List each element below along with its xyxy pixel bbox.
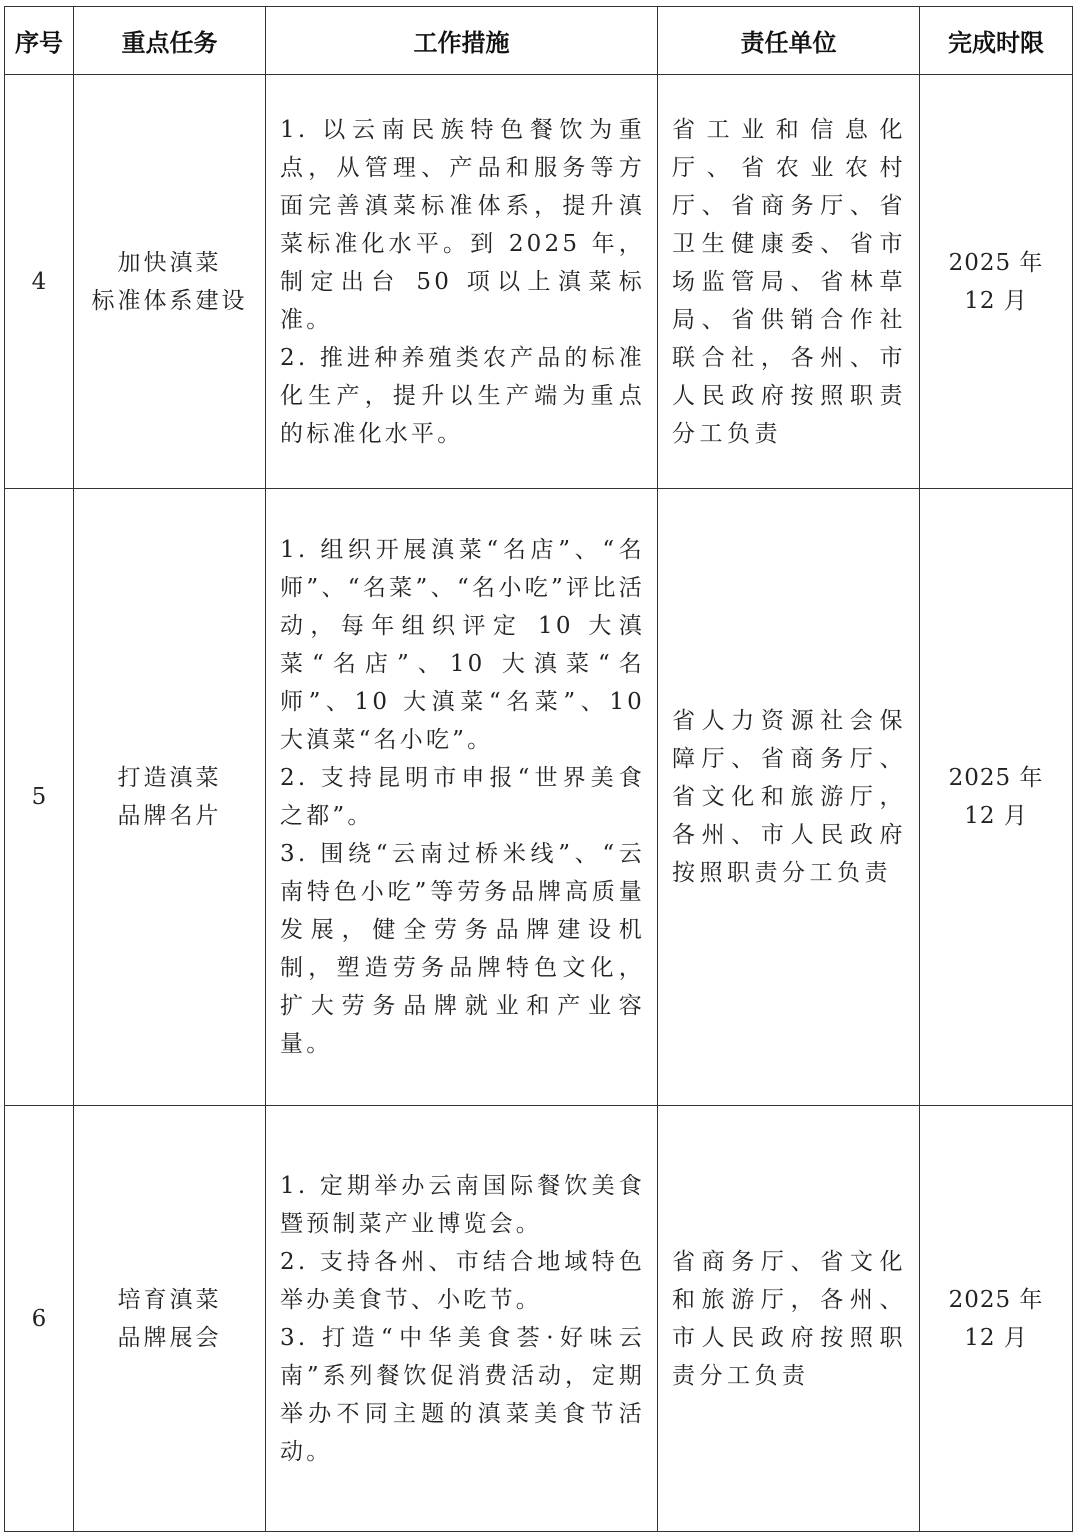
measure-item: 2. 推进种养殖类农产品的标准化生产，提升以生产端为重点的标准化水平。: [280, 344, 645, 447]
header-task: 重点任务: [74, 7, 266, 75]
table-row: [5, 489, 1073, 1106]
table-row: [5, 75, 1073, 489]
unit-cell: [658, 489, 920, 1106]
task-line: 培育滇菜: [117, 1286, 222, 1313]
task-cell: [74, 489, 266, 1106]
deadline-year: 2025 年: [948, 249, 1044, 276]
table-row: [5, 1106, 1073, 1532]
unit-text: 省商务厅、省文化和旅游厅，各州、市人民政府按照职责分工负责: [672, 1248, 907, 1389]
row-number: 4: [5, 75, 74, 489]
deadline-month: 12 月: [964, 287, 1028, 314]
header-unit: 责任单位: [658, 7, 920, 75]
unit-text: 省工业和信息化厅、省农业农村厅、省商务厅、省卫生健康委、省市场监管局、省林草局、省供销合作社联合社，各州、市人民政府按照职责分工负责: [672, 116, 907, 447]
measure-item: 1. 定期举办云南国际餐饮美食暨预制菜产业博览会。: [280, 1172, 645, 1237]
unit-cell: [658, 75, 920, 489]
measure-item: 2. 支持各州、市结合地域特色举办美食节、小吃节。: [280, 1248, 645, 1313]
task-line: 标准体系建设: [91, 287, 248, 314]
measures-cell: [266, 489, 658, 1106]
deadline-month: 12 月: [964, 1324, 1028, 1351]
measures-cell: [266, 1106, 658, 1532]
unit-cell: [658, 1106, 920, 1532]
task-line: 打造滇菜: [117, 765, 222, 791]
measures-cell: [266, 75, 658, 489]
measure-item: 1. 以云南民族特色餐饮为重点，从管理、产品和服务等方面完善滇菜标准体系，提升滇菜标准化水平。到 2025 年，制定出台 50 项以上滇菜标准。: [280, 116, 645, 333]
task-cell: [74, 1106, 266, 1532]
row-number: 5: [5, 489, 74, 1106]
task-line: 加快滇菜: [117, 249, 222, 276]
measure-item: 2. 支持昆明市申报“世界美食之都”。: [280, 765, 645, 829]
header-no: 序号: [5, 7, 74, 75]
measure-item: 3. 围绕“云南过桥米线”、“云南特色小吃”等劳务品牌高质量发展，健全劳务品牌建设机制，塑造劳务品牌特色文化，扩大劳务品牌就业和产业容量。: [280, 841, 645, 1057]
deadline-year: 2025 年: [948, 765, 1044, 791]
row-number: 6: [5, 1106, 74, 1532]
measure-item: 3. 打造“中华美食荟·好味云南”系列餐饮促消费活动，定期举办不同主题的滇菜美食节活动。: [280, 1324, 645, 1465]
header-deadline: 完成时限: [920, 7, 1073, 75]
deadline-cell: [920, 489, 1073, 1106]
task-line: 品牌展会: [117, 1324, 222, 1351]
measure-item: 1. 组织开展滇菜“名店”、“名师”、“名菜”、“名小吃”评比活动，每年组织评定 10 大滇菜“名店”、10 大滇菜“名师”、10 大滇菜“名菜”、10 大滇菜“名小吃”。: [280, 537, 645, 753]
deadline-month: 12 月: [964, 803, 1028, 829]
task-table: [4, 6, 1073, 1532]
deadline-year: 2025 年: [948, 1286, 1044, 1313]
task-line: 品牌名片: [117, 803, 222, 829]
deadline-cell: [920, 1106, 1073, 1532]
unit-text: 省人力资源社会保障厅、省商务厅、省文化和旅游厅，各州、市人民政府按照职责分工负责: [672, 708, 907, 886]
header-measures: 工作措施: [266, 7, 658, 75]
deadline-cell: [920, 75, 1073, 489]
task-cell: [74, 75, 266, 489]
header-row: [5, 7, 1073, 75]
